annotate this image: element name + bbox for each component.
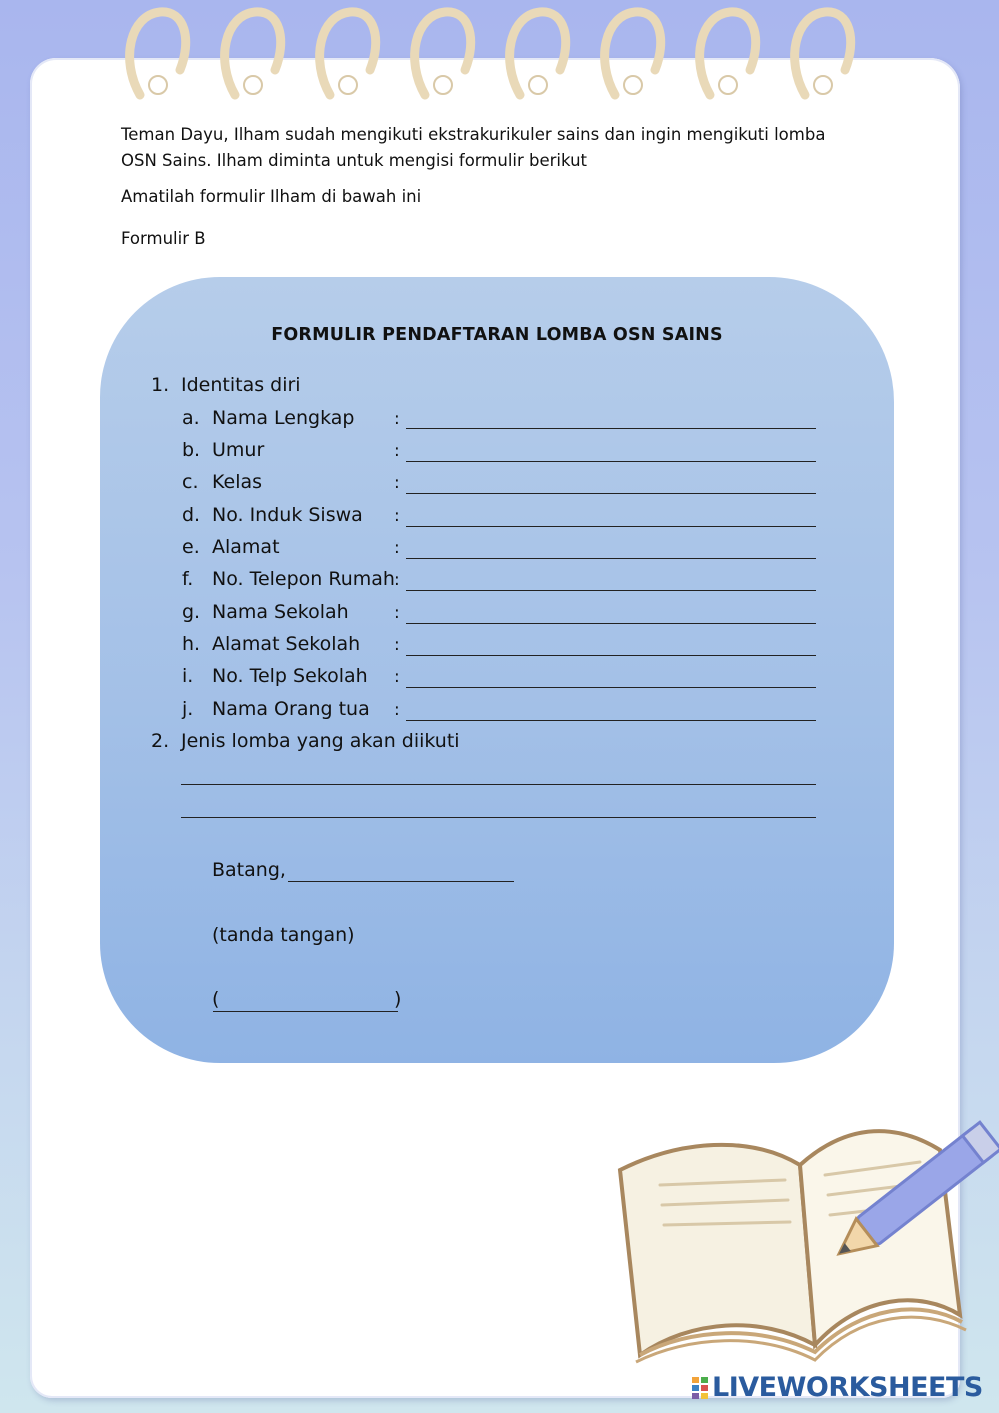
field-letter: e. [182, 536, 200, 558]
field-colon: : [394, 409, 400, 429]
field-letter: h. [182, 633, 201, 655]
field-label: No. Telepon Rumah [212, 568, 395, 590]
intro-line-2: OSN Sains. Ilham diminta untuk mengisi formulir berikut [121, 151, 587, 170]
place-label: Batang, [212, 859, 286, 881]
field-colon: : [394, 570, 400, 590]
section-2-number: 2. [151, 730, 170, 752]
nama-orang-tua-input-line[interactable] [406, 720, 816, 721]
nama-lengkap-input-line[interactable] [406, 428, 816, 429]
field-letter: g. [182, 601, 201, 623]
date-input-line[interactable] [288, 881, 514, 882]
section-2-label: Jenis lomba yang akan diikuti [181, 730, 460, 752]
liveworksheets-watermark: LIVEWORKSHEETS [712, 1372, 983, 1403]
field-label: Alamat Sekolah [212, 633, 361, 655]
field-colon: : [394, 700, 400, 720]
alamat-sekolah-input-line[interactable] [406, 655, 816, 656]
field-label: Kelas [212, 471, 263, 493]
nama-sekolah-input-line[interactable] [406, 623, 816, 624]
field-letter: a. [182, 407, 200, 429]
signature-label: (tanda tangan) [212, 924, 355, 946]
field-label: No. Induk Siswa [212, 504, 363, 526]
no-telepon-rumah-input-line[interactable] [406, 590, 816, 591]
field-label: Alamat [212, 536, 280, 558]
field-label: Nama Lengkap [212, 407, 355, 429]
field-colon: : [394, 667, 400, 687]
field-letter: i. [182, 665, 194, 687]
field-letter: c. [182, 471, 199, 493]
form-name: Formulir B [121, 229, 206, 248]
no-telp-sekolah-input-line[interactable] [406, 687, 816, 688]
field-label: Nama Orang tua [212, 698, 370, 720]
instruction-text: Amatilah formulir Ilham di bawah ini [121, 187, 422, 206]
jenis-lomba-input-line-1[interactable] [181, 784, 816, 785]
section-1-label: Identitas diri [181, 374, 301, 396]
field-label: Nama Sekolah [212, 601, 349, 623]
field-letter: j. [182, 698, 194, 720]
field-label: Umur [212, 439, 265, 461]
spiral-rings-decoration [100, 0, 920, 110]
field-colon: : [394, 603, 400, 623]
liveworksheets-logo-icon [692, 1377, 709, 1399]
field-letter: f. [182, 568, 194, 590]
field-label: No. Telp Sekolah [212, 665, 368, 687]
form-title: FORMULIR PENDAFTARAN LOMBA OSN SAINS [271, 325, 723, 345]
field-colon: : [394, 506, 400, 526]
field-colon: : [394, 473, 400, 493]
no-induk-siswa-input-line[interactable] [406, 526, 816, 527]
intro-line-1: Teman Dayu, Ilham sudah mengikuti ekstrakurikuler sains dan ingin mengikuti lomba [121, 125, 826, 144]
section-1-number: 1. [151, 374, 170, 396]
field-colon: : [394, 538, 400, 558]
field-colon: : [394, 441, 400, 461]
umur-input-line[interactable] [406, 461, 816, 462]
name-bracket-open: ( [212, 988, 220, 1010]
signature-name-line[interactable] [213, 1011, 398, 1012]
field-letter: d. [182, 504, 201, 526]
kelas-input-line[interactable] [406, 493, 816, 494]
field-colon: : [394, 635, 400, 655]
jenis-lomba-input-line-2[interactable] [181, 817, 816, 818]
field-letter: b. [182, 439, 201, 461]
book-pencil-illustration [600, 1090, 999, 1390]
name-bracket-close: ) [394, 988, 402, 1010]
alamat-input-line[interactable] [406, 558, 816, 559]
